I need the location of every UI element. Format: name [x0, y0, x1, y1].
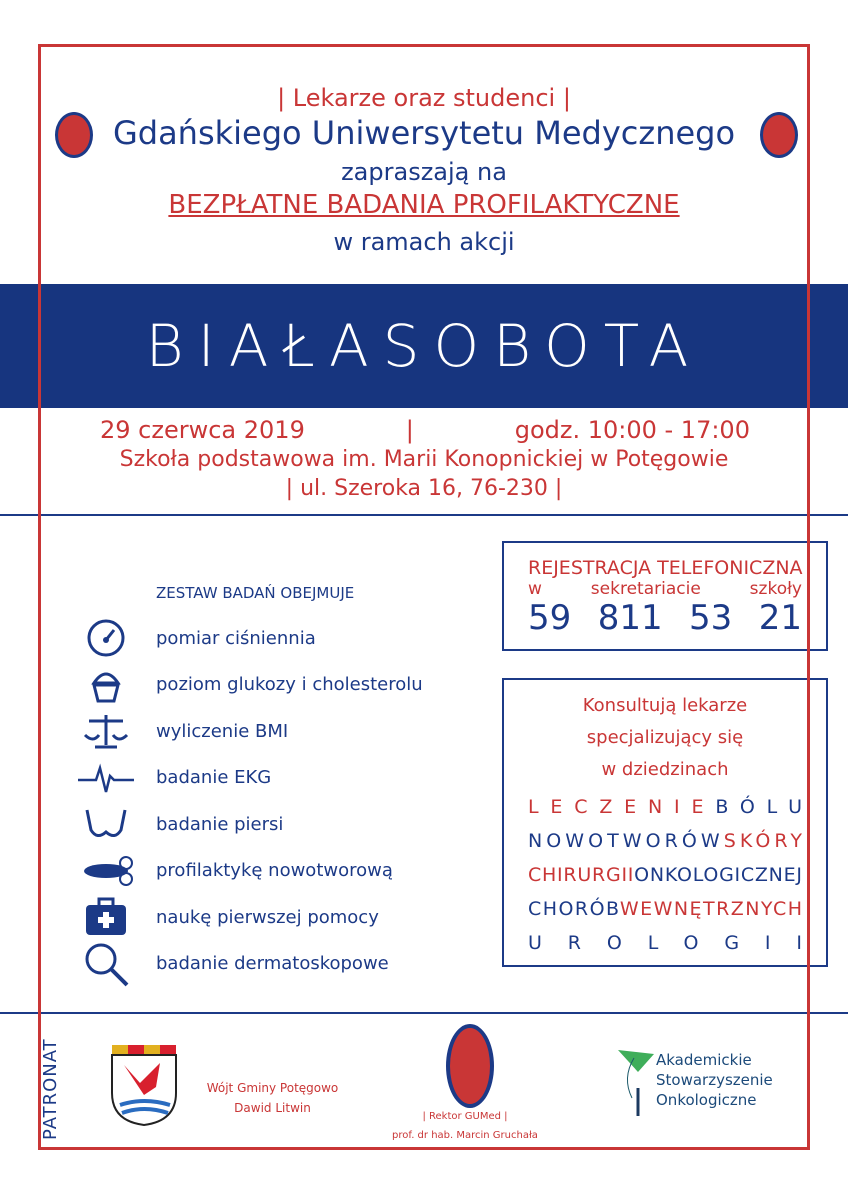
test-item: [78, 709, 289, 753]
test-item: [78, 616, 316, 660]
test-label: wyliczenie BMI: [156, 720, 289, 742]
header-line1: | Lekarze oraz studenci |: [277, 84, 571, 112]
registration-box: [502, 541, 828, 651]
intro-line: w dziedzinach: [601, 759, 729, 780]
test-item: [78, 942, 389, 986]
potegowo-coat-of-arms-icon: [110, 1043, 180, 1127]
aso-name: [656, 1050, 773, 1110]
bra-icon: [78, 804, 134, 844]
separator: |: [405, 416, 414, 444]
test-label: badanie piersi: [156, 813, 284, 835]
gumed-seal-icon: [446, 1024, 494, 1108]
specialty-line: [528, 824, 807, 858]
specialty-word: CHORÓB: [528, 898, 620, 920]
sub-word: w: [528, 579, 542, 599]
specialty-word: BÓLU: [715, 796, 814, 818]
caption-line: Wójt Gminy Potęgowo: [206, 1081, 339, 1095]
magnifier-icon: [78, 941, 134, 987]
phone-part: 811: [597, 598, 663, 638]
phone-part: 53: [689, 598, 733, 638]
event-date: 29 czerwca 2019: [100, 416, 305, 444]
phone-number[interactable]: [528, 599, 802, 637]
test-item: [78, 802, 284, 846]
test-label: badanie EKG: [156, 767, 272, 788]
test-label: pomiar ciśniennia: [156, 627, 316, 649]
consult-intro: [528, 690, 802, 786]
aso-line: Stowarzyszenie: [656, 1071, 773, 1089]
test-item: [78, 756, 272, 800]
caption-line: | Rektor GUMed |: [422, 1111, 508, 1122]
intro-line: Konsultują lekarze: [582, 695, 748, 716]
sub-word: szkoły: [749, 579, 802, 599]
gauge-icon: [78, 618, 134, 658]
test-item: [78, 663, 423, 707]
wojt-caption: [195, 1078, 350, 1118]
crayfish-icon: [78, 851, 134, 891]
test-label: naukę pierwszej pomocy: [156, 906, 379, 928]
specialty-word: CHIRURGII: [528, 864, 635, 886]
specialty-word: SKÓRY: [723, 830, 807, 852]
test-label: badanie dermatoskopowe: [156, 953, 389, 974]
free-tests-heading: BEZPŁATNE BADANIA PROFILAKTYCZNE: [168, 190, 680, 220]
event-title-banner: BIAŁASOBOTA: [0, 284, 848, 408]
consult-box: [502, 678, 828, 967]
test-label: profilaktykę nowotworową: [156, 860, 393, 881]
test-label: poziom glukozy i cholesterolu: [156, 674, 423, 695]
event-hours: godz. 10:00 - 17:00: [514, 416, 750, 444]
specialty-word: WEWNĘTRZNYCH: [619, 898, 804, 920]
patronat-label: PATRONAT: [40, 1038, 61, 1140]
specialty-word: UROLOGII: [528, 932, 828, 954]
rektor-caption: [360, 1107, 570, 1145]
aso-line: Akademickie: [656, 1051, 752, 1069]
event-address: | ul. Szeroka 16, 76-230 |: [285, 476, 563, 501]
divider: [0, 1012, 848, 1014]
event-place: Szkoła podstawowa im. Marii Konopnickiej w Potęgowie: [119, 447, 729, 472]
registration-title: REJESTRACJA TELEFONICZNA: [528, 557, 803, 579]
specialty-line: [528, 892, 802, 926]
test-item: [78, 895, 379, 939]
university-name: Gdańskiego Uniwersytetu Medycznego: [112, 114, 736, 152]
caption-line: prof. dr hab. Marcin Gruchała: [392, 1130, 538, 1141]
first-aid-kit-icon: [78, 897, 134, 937]
specialty-line: [528, 790, 814, 824]
aso-line: Onkologiczne: [656, 1091, 757, 1109]
tests-heading: ZESTAW BADAŃ OBEJMUJE: [156, 584, 355, 602]
cupcake-icon: [78, 665, 134, 705]
event-date-row: [100, 416, 750, 444]
scale-icon: [78, 711, 134, 751]
header-line3: zapraszają na: [341, 158, 507, 186]
heartbeat-icon: [78, 758, 134, 798]
specialty-word: LECZENIE: [528, 796, 716, 818]
test-item: [78, 849, 393, 893]
specialty-line: [528, 858, 802, 892]
divider: [0, 514, 848, 516]
sub-word: sekretariacie: [590, 579, 701, 599]
aso-logo-icon: [616, 1048, 656, 1118]
phone-part: 21: [758, 598, 802, 638]
intro-line: specjalizujący się: [586, 727, 744, 748]
specialty-line: [528, 926, 828, 960]
phone-part: 59: [528, 598, 572, 638]
specialty-word: NOWOTWORÓW: [528, 830, 724, 852]
header-line5: w ramach akcji: [333, 228, 515, 256]
specialty-word: ONKOLOGICZNEJ: [634, 864, 803, 886]
registration-sub: [528, 579, 802, 599]
caption-line: Dawid Litwin: [234, 1101, 311, 1115]
